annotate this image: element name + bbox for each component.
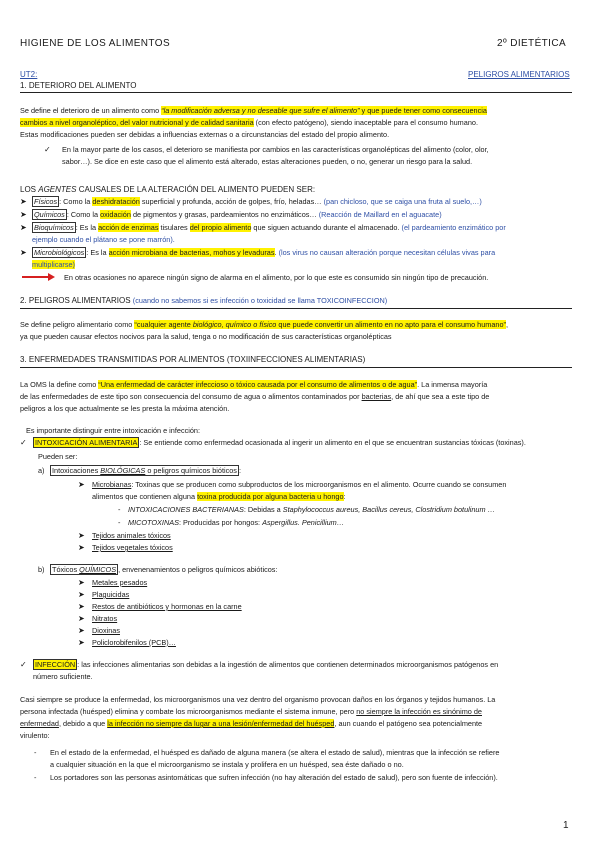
micotoxinas: MICOTOXINAS: Producidas por hongos: Aspergillus. Penicillium… [128,518,345,527]
check-icon: ✓ [20,660,27,669]
pueden-ser: Pueden ser: [38,452,78,461]
quimico-item: Plaguicidas [92,590,130,599]
arrow-bullet-icon: ➤ [20,197,27,206]
document-header-left: HIGIENE DE LOS ALIMENTOS [20,38,171,49]
check-icon: ✓ [20,438,27,447]
s1-paragraph-line1: Se define el deterioro de un alimento como “la modificación adversa y no deseable que sufre el alimento” y que puede tener como consecuencia [20,106,487,115]
s3-paragraph-line1: La OMS la define como “Una enfermedad de carácter infeccioso o tóxico causada por el consumo de alimentos o de agua”. La inmensa mayoría [20,380,488,389]
page-number: 1 [563,820,569,831]
dash-bullet: - [118,518,121,527]
red-arrow-icon [22,272,56,282]
arrow-bullet-icon: ➤ [20,248,27,257]
s2-paragraph-line1: Se define peligro alimentario como “cualquier agente biológico, químico o físico que puede convertir un alimento en no apto para el consumo humano”, [20,320,509,329]
agent-fisicos: Físicos : Como la deshidratación superficial y profunda, acción de golpes, frío, heladas… (pan chicloso, que se caiga una fruta al suelo,…) [34,197,482,206]
arrow-bullet-icon: ➤ [78,614,85,623]
item-b-quimicos: Tóxicos QUÍMICOS , envenenamientos o peligros químicos abióticos: [52,565,278,574]
tejidos-vegetales: Tejidos vegetales tóxicos [92,543,173,552]
no-alarm-note: En otras ocasiones no aparece ningún signo de alarma en el alimento, por lo que este es consumido sin ningún tipo de precaución. [64,273,489,282]
s3-paragraph-4: Casi siempre se produce la enfermedad, los microorganismos una vez dentro del organismo provocan daños en los órganos y tejidos humanos. La [20,695,496,704]
check-icon: ✓ [44,145,51,154]
agent-bioquimicos: Bioquímicos : Es la acción de enzimas tisulares del propio alimento que siguen actuando durante el almacenado. (el pardeamiento enzimático por [34,223,506,232]
ut-topic: PELIGROS ALIMENTARIOS [468,70,570,79]
section-3-title: 3. ENFERMEDADES TRANSMITIDAS POR ALIMENTOS (TOXIINFECCIONES ALIMENTARIAS) [20,355,366,364]
arrow-bullet-icon: ➤ [78,531,85,540]
carriers-line: Los portadores son las personas asintomáticas que sufren infección (no hay alteración del estado de salud), pero son fuente de infección). [50,773,498,782]
disease-state-line2: a cualquier situación en la que el microorganismo se instala y prolifera en un huésped, sea éste dañado o no. [50,760,404,769]
distinguish-line: Es importante distinguir entre intoxicación e infección: [26,426,200,435]
tejidos-animales: Tejidos animales tóxicos [92,531,171,540]
s3-paragraph-7: virulento: [20,731,50,740]
bacterial-intoxications: INTOXICACIONES BACTERIANAS: Debidas a Staphylococcus aureus, Bacillus cereus, Clostridium botulinum … [128,505,495,514]
agents-heading: LOS AGENTES CAUSALES DE LA ALTERACIÓN DEL ALIMENTO PUEDEN SER: [20,185,316,194]
agent-quimicos: Químicos : Como la oxidación de pigmentos y grasas, pardeamientos no enzimáticos… (Reacción de Maillard en el aguacate) [34,210,442,219]
arrow-bullet-icon: ➤ [78,602,85,611]
arrow-bullet-icon: ➤ [20,210,27,219]
arrow-bullet-icon: ➤ [78,578,85,587]
microbianas-line2: alimentos que contienen alguna toxina producida por alguna bacteria u hongo: [92,492,346,501]
item-a-label: a) [38,466,45,475]
item-a-biologicas: Intoxicaciones BIOLÓGICAS o peligros químicos bióticos : [52,466,241,475]
quimico-item: Restos de antibióticos y hormonas en la carne [92,602,242,611]
s3-paragraph-line2: de las enfermedades de este tipo son consecuencia del consumo de agua o alimentos contaminados por bacterias, de ahí que sea a este tipo de [20,392,490,401]
agent-microbiologicos: Microbiológicos : Es la acción microbiana de bacterias, mohos y levaduras. (los virus no causan alteración porque necesitan células vivas para [34,248,496,257]
agent-bioquimicos-cont: ejemplo cuando el plátano se pone marrón). [32,235,175,244]
s1-paragraph-line3: Estas modificaciones pueden ser debidas a influencias externas o a circunstancias del estado del propio alimento. [20,130,390,139]
intoxicacion-definition: INTOXICACIÓN ALIMENTARIA : Se entiende como enfermedad ocasionada al ingerir un alimento en el que se encuentran sustancias tóxicas (toxinas). [35,438,526,447]
microbianas-line1: Microbianas: Toxinas que se producen como subproductos de los microorganismos en el alimento. Ocurre cuando se consumen [92,480,507,489]
arrow-bullet-icon: ➤ [78,626,85,635]
dash-bullet: - [34,773,37,782]
s3-paragraph-5: persona infectada (huésped) elimina y combate los microorganismos mediante el sistema inmune, pero no siempre la infección es sinónimo de [20,707,482,716]
quimico-item: Dioxinas [92,626,120,635]
arrow-bullet-icon: ➤ [78,638,85,647]
quimico-item: Policlorobifenilos (PCB)… [92,638,176,647]
s1-paragraph-line2: cambios a nivel organoléptico, del valor nutricional y de calidad sanitaria (con efecto patógeno), siendo inaceptable para el consumo humano. [20,118,478,127]
dash-bullet: - [34,748,37,757]
arrow-bullet-icon: ➤ [78,543,85,552]
quimico-item: Metales pesados [92,578,148,587]
section-1-title: 1. DETERIORO DEL ALIMENTO [20,81,137,90]
s1-check-line2: sabor…). Se dice en este caso que el alimento está alterado, estas alteraciones pueden, o no, generar un riesgo para la salud. [62,157,473,166]
section-2-title: 2. PELIGROS ALIMENTARIOS (cuando no sabemos si es infección o toxicidad se llama TOXICOINFECCION) [20,296,388,305]
s1-check-line1: En la mayor parte de los casos, el deterioro se manifiesta por cambios en las características organolépticas del alimento (color, olor, [62,145,489,154]
s3-paragraph-6: enfermedad, debido a que la infección no siempre da lugar a una lesión/enfermedad del huésped, aun cuando el patógeno sea potencialmente [20,719,483,728]
ut-code: UT2: [20,70,38,79]
dash-bullet: - [118,505,121,514]
infeccion-definition-line2: número suficiente. [33,672,93,681]
quimico-item: Nitratos [92,614,118,623]
arrow-bullet-icon: ➤ [78,480,85,489]
section-2-rule [20,308,572,309]
disease-state-line1: En el estado de la enfermedad, el huésped es dañado de alguna manera (se altera el estado de salud), mientras que la infección se refiere [50,748,500,757]
arrow-bullet-icon: ➤ [20,223,27,232]
arrow-bullet-icon: ➤ [78,590,85,599]
item-b-label: b) [38,565,45,574]
section-3-rule [20,367,572,368]
s3-paragraph-line3: peligros a los que actualmente se les presta la máxima atención. [20,404,230,413]
agent-microbiologicos-cont: multiplicarse) [32,260,75,269]
infeccion-definition-line1: INFECCIÓN : las infecciones alimentarias son debidas a la ingestión de alimentos que contienen determinados microorganismos patógenos en [35,660,499,669]
document-header-right: 2º DIETÉTICA [497,38,567,49]
s2-paragraph-line2: ya que pueden causar efectos nocivos para la salud, tenga o no modificación de sus características organolépticas [20,332,392,341]
section-1-rule [20,92,572,93]
